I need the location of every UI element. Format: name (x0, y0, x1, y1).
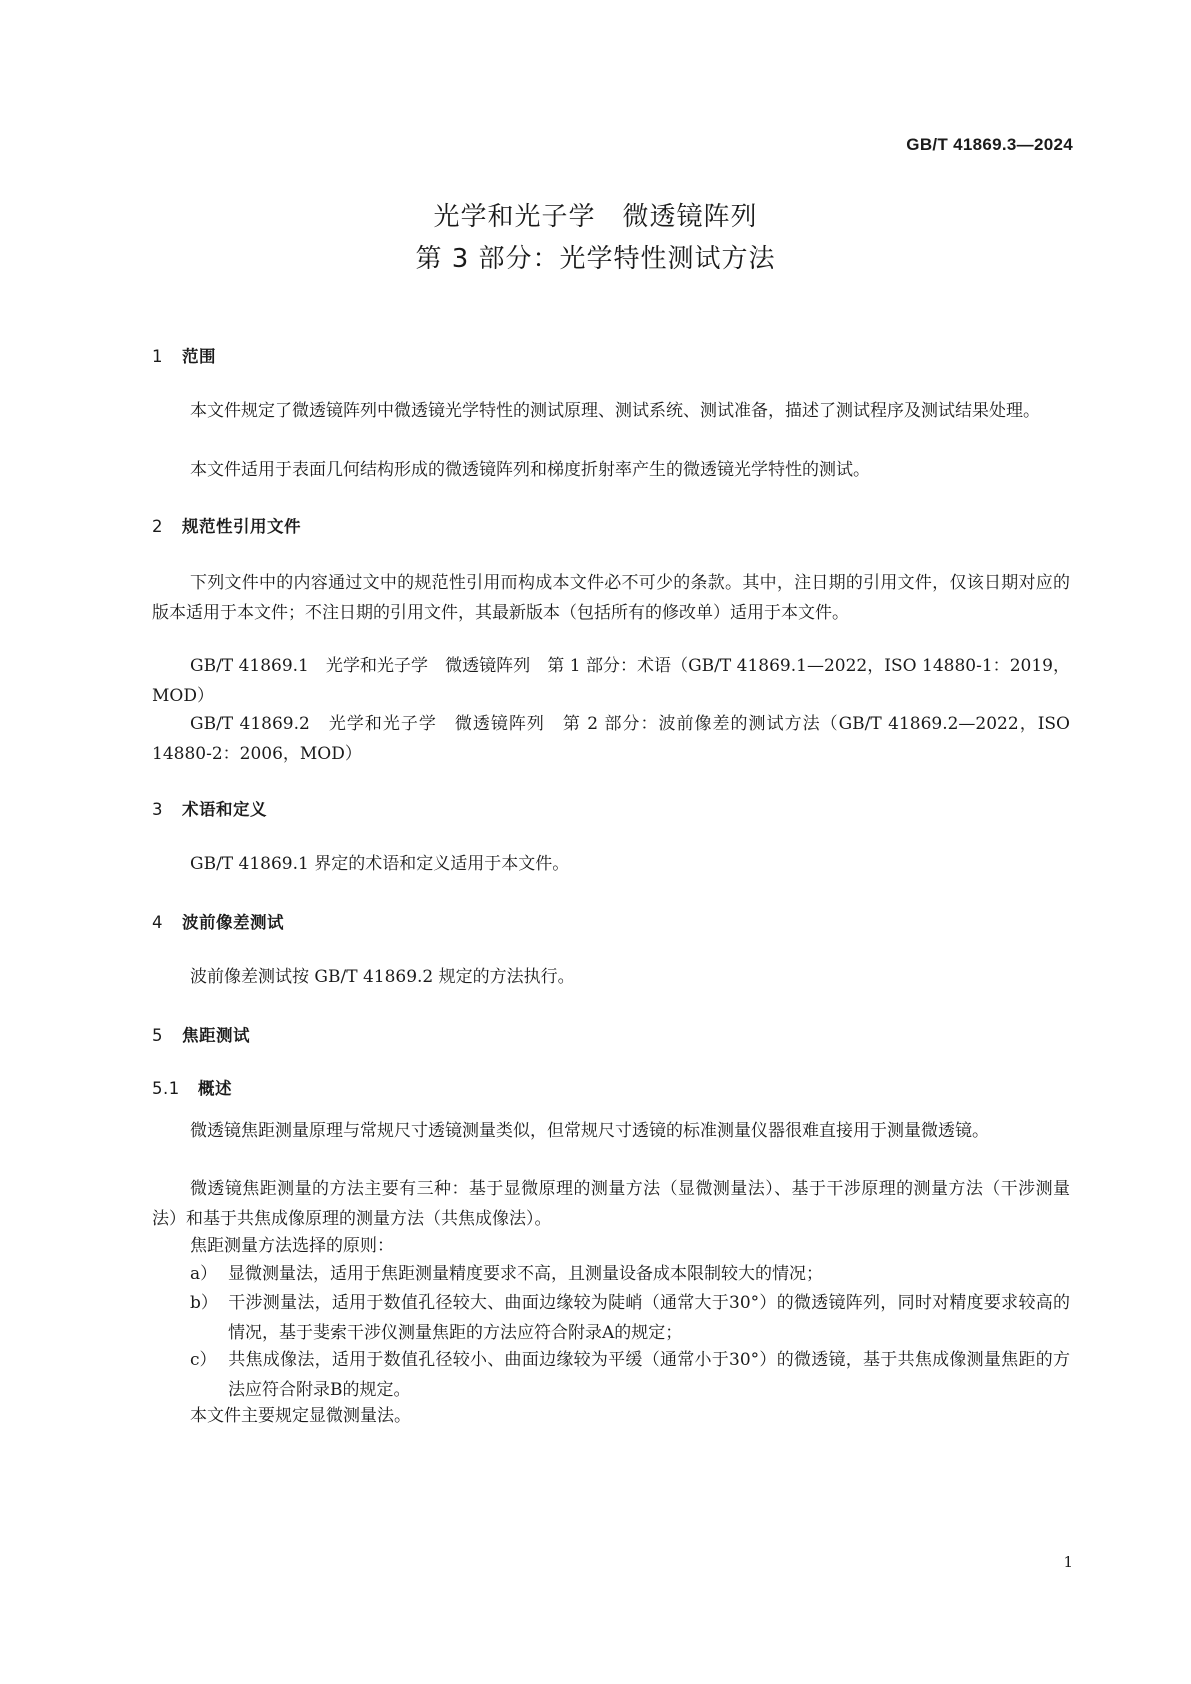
section-4-heading (152, 909, 284, 933)
section-5-1-paragraph-3: 焦距测量方法选择的原则： (190, 1236, 394, 1256)
section-1-paragraph-1: 本文件规定了微透镜阵列中微透镜光学特性的测试原理、测试系统、测试准备，描述了测试程序及测试结果处理。 (190, 401, 1040, 421)
section-5-heading (152, 1022, 250, 1046)
section-number: 2 (152, 517, 163, 536)
section-2-paragraph-1: 下列文件中的内容通过文中的规范性引用而构成本文件必不可少的条款。其中，注日期的引用文件，仅该日期对应的版本适用于本文件；不注日期的引用文件，其最新版本（包括所有的修改单）适用于本文件。 (152, 573, 1070, 623)
section-title: 概述 (198, 1079, 232, 1098)
normative-reference-2: GB/T 41869.2 光学和光子学 微透镜阵列 第 2 部分：波前像差的测试方法（GB/T 41869.2—2022，ISO 14880-2：2006，MOD） (152, 714, 1070, 764)
list-item-c (190, 1345, 1070, 1405)
section-number: 5 (152, 1026, 163, 1045)
list-item-text: 共焦成像法，适用于数值孔径较小、曲面边缘较为平缓（通常小于30°）的微透镜，基于共焦成像测量焦距的方法应符合附录B的规定。 (228, 1350, 1070, 1400)
section-title: 范围 (182, 347, 216, 366)
section-number: 5.1 (152, 1079, 180, 1098)
section-5-1-heading (152, 1075, 232, 1099)
list-marker: c） (190, 1350, 217, 1370)
list-item-b (190, 1288, 1070, 1348)
section-title: 术语和定义 (182, 800, 267, 819)
section-1-heading (152, 343, 216, 367)
section-title: 规范性引用文件 (182, 517, 301, 536)
list-marker: b） (190, 1293, 218, 1313)
page-number: 1 (1063, 1553, 1073, 1571)
list-item-text: 干涉测量法，适用于数值孔径较大、曲面边缘较为陡峭（通常大于30°）的微透镜阵列，同时对精度要求较高的情况，基于斐索干涉仪测量焦距的方法应符合附录A的规定； (228, 1293, 1070, 1343)
document-title-line1: 光学和光子学 微透镜阵列 (433, 202, 758, 232)
list-item-a (190, 1259, 1070, 1289)
section-title: 焦距测试 (182, 1026, 250, 1045)
list-item-text: 显微测量法，适用于焦距测量精度要求不高，且测量设备成本限制较大的情况； (228, 1264, 823, 1284)
section-number: 4 (152, 913, 163, 932)
section-title: 波前像差测试 (182, 913, 284, 932)
list-marker: a） (190, 1264, 218, 1284)
section-1-paragraph-2: 本文件适用于表面几何结构形成的微透镜阵列和梯度折射率产生的微透镜光学特性的测试。 (190, 460, 870, 480)
section-3-heading (152, 796, 267, 820)
section-3-paragraph-1: GB/T 41869.1 界定的术语和定义适用于本文件。 (190, 854, 570, 874)
section-2-heading (152, 513, 301, 537)
section-number: 3 (152, 800, 163, 819)
section-5-1-paragraph-1: 微透镜焦距测量原理与常规尺寸透镜测量类似，但常规尺寸透镜的标准测量仪器很难直接用于测量微透镜。 (190, 1121, 989, 1141)
document-code: GB/T 41869.3—2024 (906, 135, 1073, 154)
document-title-line2: 第 3 部分：光学特性测试方法 (415, 244, 776, 274)
section-5-1-paragraph-4: 本文件主要规定显微测量法。 (190, 1406, 411, 1426)
section-5-1-paragraph-2: 微透镜焦距测量的方法主要有三种：基于显微原理的测量方法（显微测量法）、基于干涉原理的测量方法（干涉测量法）和基于共焦成像原理的测量方法（共焦成像法）。 (152, 1179, 1070, 1229)
normative-reference-1: GB/T 41869.1 光学和光子学 微透镜阵列 第 1 部分：术语（GB/T 41869.1—2022，ISO 14880-1：2019，MOD） (152, 656, 1070, 706)
section-4-paragraph-1: 波前像差测试按 GB/T 41869.2 规定的方法执行。 (190, 967, 575, 987)
section-number: 1 (152, 347, 163, 366)
